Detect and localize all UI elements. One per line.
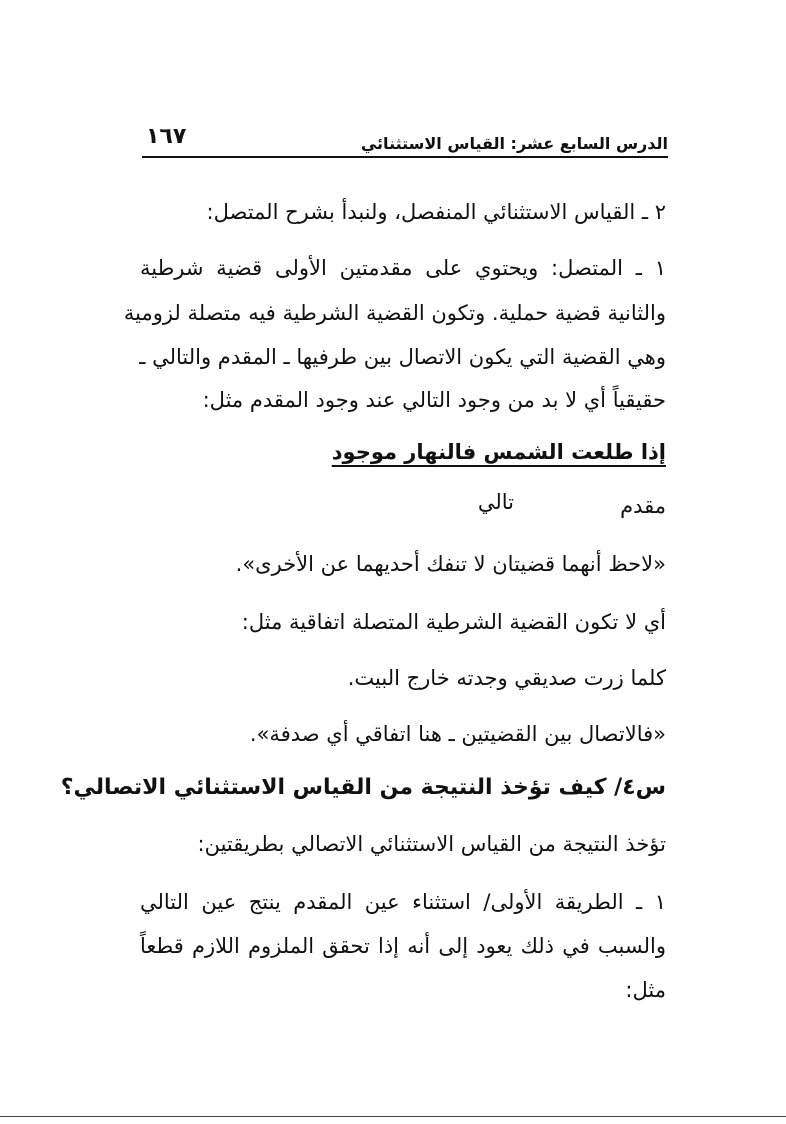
text-line: أي لا تكون القضية الشرطية المتصلة اتفاقية مثل: (241, 610, 666, 634)
scan-edge-line (0, 1116, 786, 1117)
note-line: «فالاتصال بين القضيتين ـ هنا اتفاقي أي صدفة». (249, 722, 666, 746)
consequent-label: تالي (477, 490, 514, 514)
question-heading: س٤/ كيف تؤخذ النتيجة من القياس الاستثنائي الاتصالي؟ (60, 775, 666, 800)
paragraph-line: حقيقياً أي لا بد من وجود التالي عند وجود المقدم مثل: (202, 388, 666, 412)
answer-intro-line: تؤخذ النتيجة من القياس الاستثنائي الاتصالي بطريقتين: (197, 832, 666, 856)
running-header-title: الدرس السابع عشر: القياس الاستثنائي (360, 134, 668, 153)
header-divider (142, 156, 668, 158)
page-number: ١٦٧ (146, 124, 187, 149)
paragraph-line: والثانية قضية حملية. وتكون القضية الشرطية فيه متصلة لزومية (123, 301, 666, 325)
paragraph-line: وهي القضية التي يكون الاتصال بين طرفيها ـ المقدم والتالي ـ (139, 345, 666, 369)
paragraph-line: مثل: (625, 978, 666, 1002)
example-line: كلما زرت صديقي وجدته خارج البيت. (347, 666, 666, 690)
example-conditional-proposition: إذا طلعت الشمس فالنهار موجود (331, 440, 666, 464)
paragraph-line: ١ ـ المتصل: ويحتوي على مقدمتين الأولى قضية شرطية (140, 256, 666, 280)
paragraph-line: والسبب في ذلك يعود إلى أنه إذا تحقق الملزوم اللازم قطعاً (140, 934, 666, 958)
note-line: «لاحظ أنهما قضيتان لا تنفك أحديهما عن الأخرى». (235, 552, 666, 576)
paragraph-line: ١ ـ الطريقة الأولى/ استثناء عين المقدم ينتج عين التالي (140, 890, 666, 914)
intro-line: ٢ ـ القياس الاستثنائي المنفصل، ولنبدأ بشرح المتصل: (206, 200, 666, 224)
premise-label: مقدم (620, 494, 666, 518)
